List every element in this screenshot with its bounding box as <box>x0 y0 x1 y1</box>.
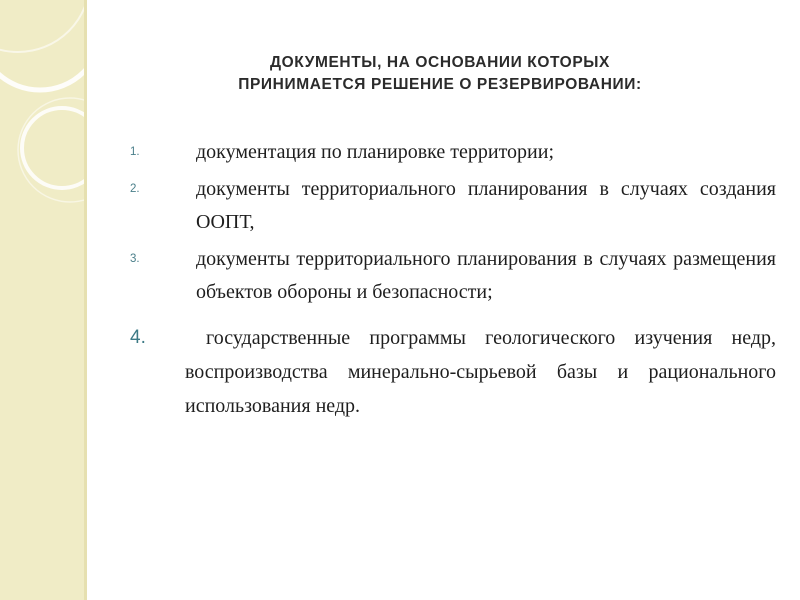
list-item <box>130 243 776 309</box>
list-item <box>130 321 776 423</box>
list-item-number: 1. <box>130 146 140 158</box>
decorative-rings-icon <box>0 0 87 600</box>
list-item-number: 2. <box>130 183 140 195</box>
list-item <box>130 136 776 169</box>
list-item-number: 3. <box>130 253 140 265</box>
slide-title-line-2: ПРИНИМАЕТСЯ РЕШЕНИЕ О РЕЗЕРВИРОВАНИИ: <box>238 76 642 93</box>
side-band <box>0 0 87 600</box>
list-item-text: документы территориального планирования в случаях размещения объектов обороны и безопасности; <box>196 248 776 303</box>
list-item-text: государственные программы геологического изучения недр, воспроизводства минерально-сырьевой базы и рационального использования недр. <box>185 327 776 417</box>
list-item-text: документы территориального планирования в случаях создания ООПТ, <box>196 178 776 233</box>
list-item-text: документация по планировке территории; <box>196 141 555 163</box>
list-item <box>130 173 776 239</box>
slide-title-line-1: ДОКУМЕНТЫ, НА ОСНОВАНИИ КОТОРЫХ <box>270 54 610 71</box>
slide-title <box>130 52 750 96</box>
list-item-number: 4. <box>130 327 146 348</box>
documents-list <box>130 136 776 427</box>
